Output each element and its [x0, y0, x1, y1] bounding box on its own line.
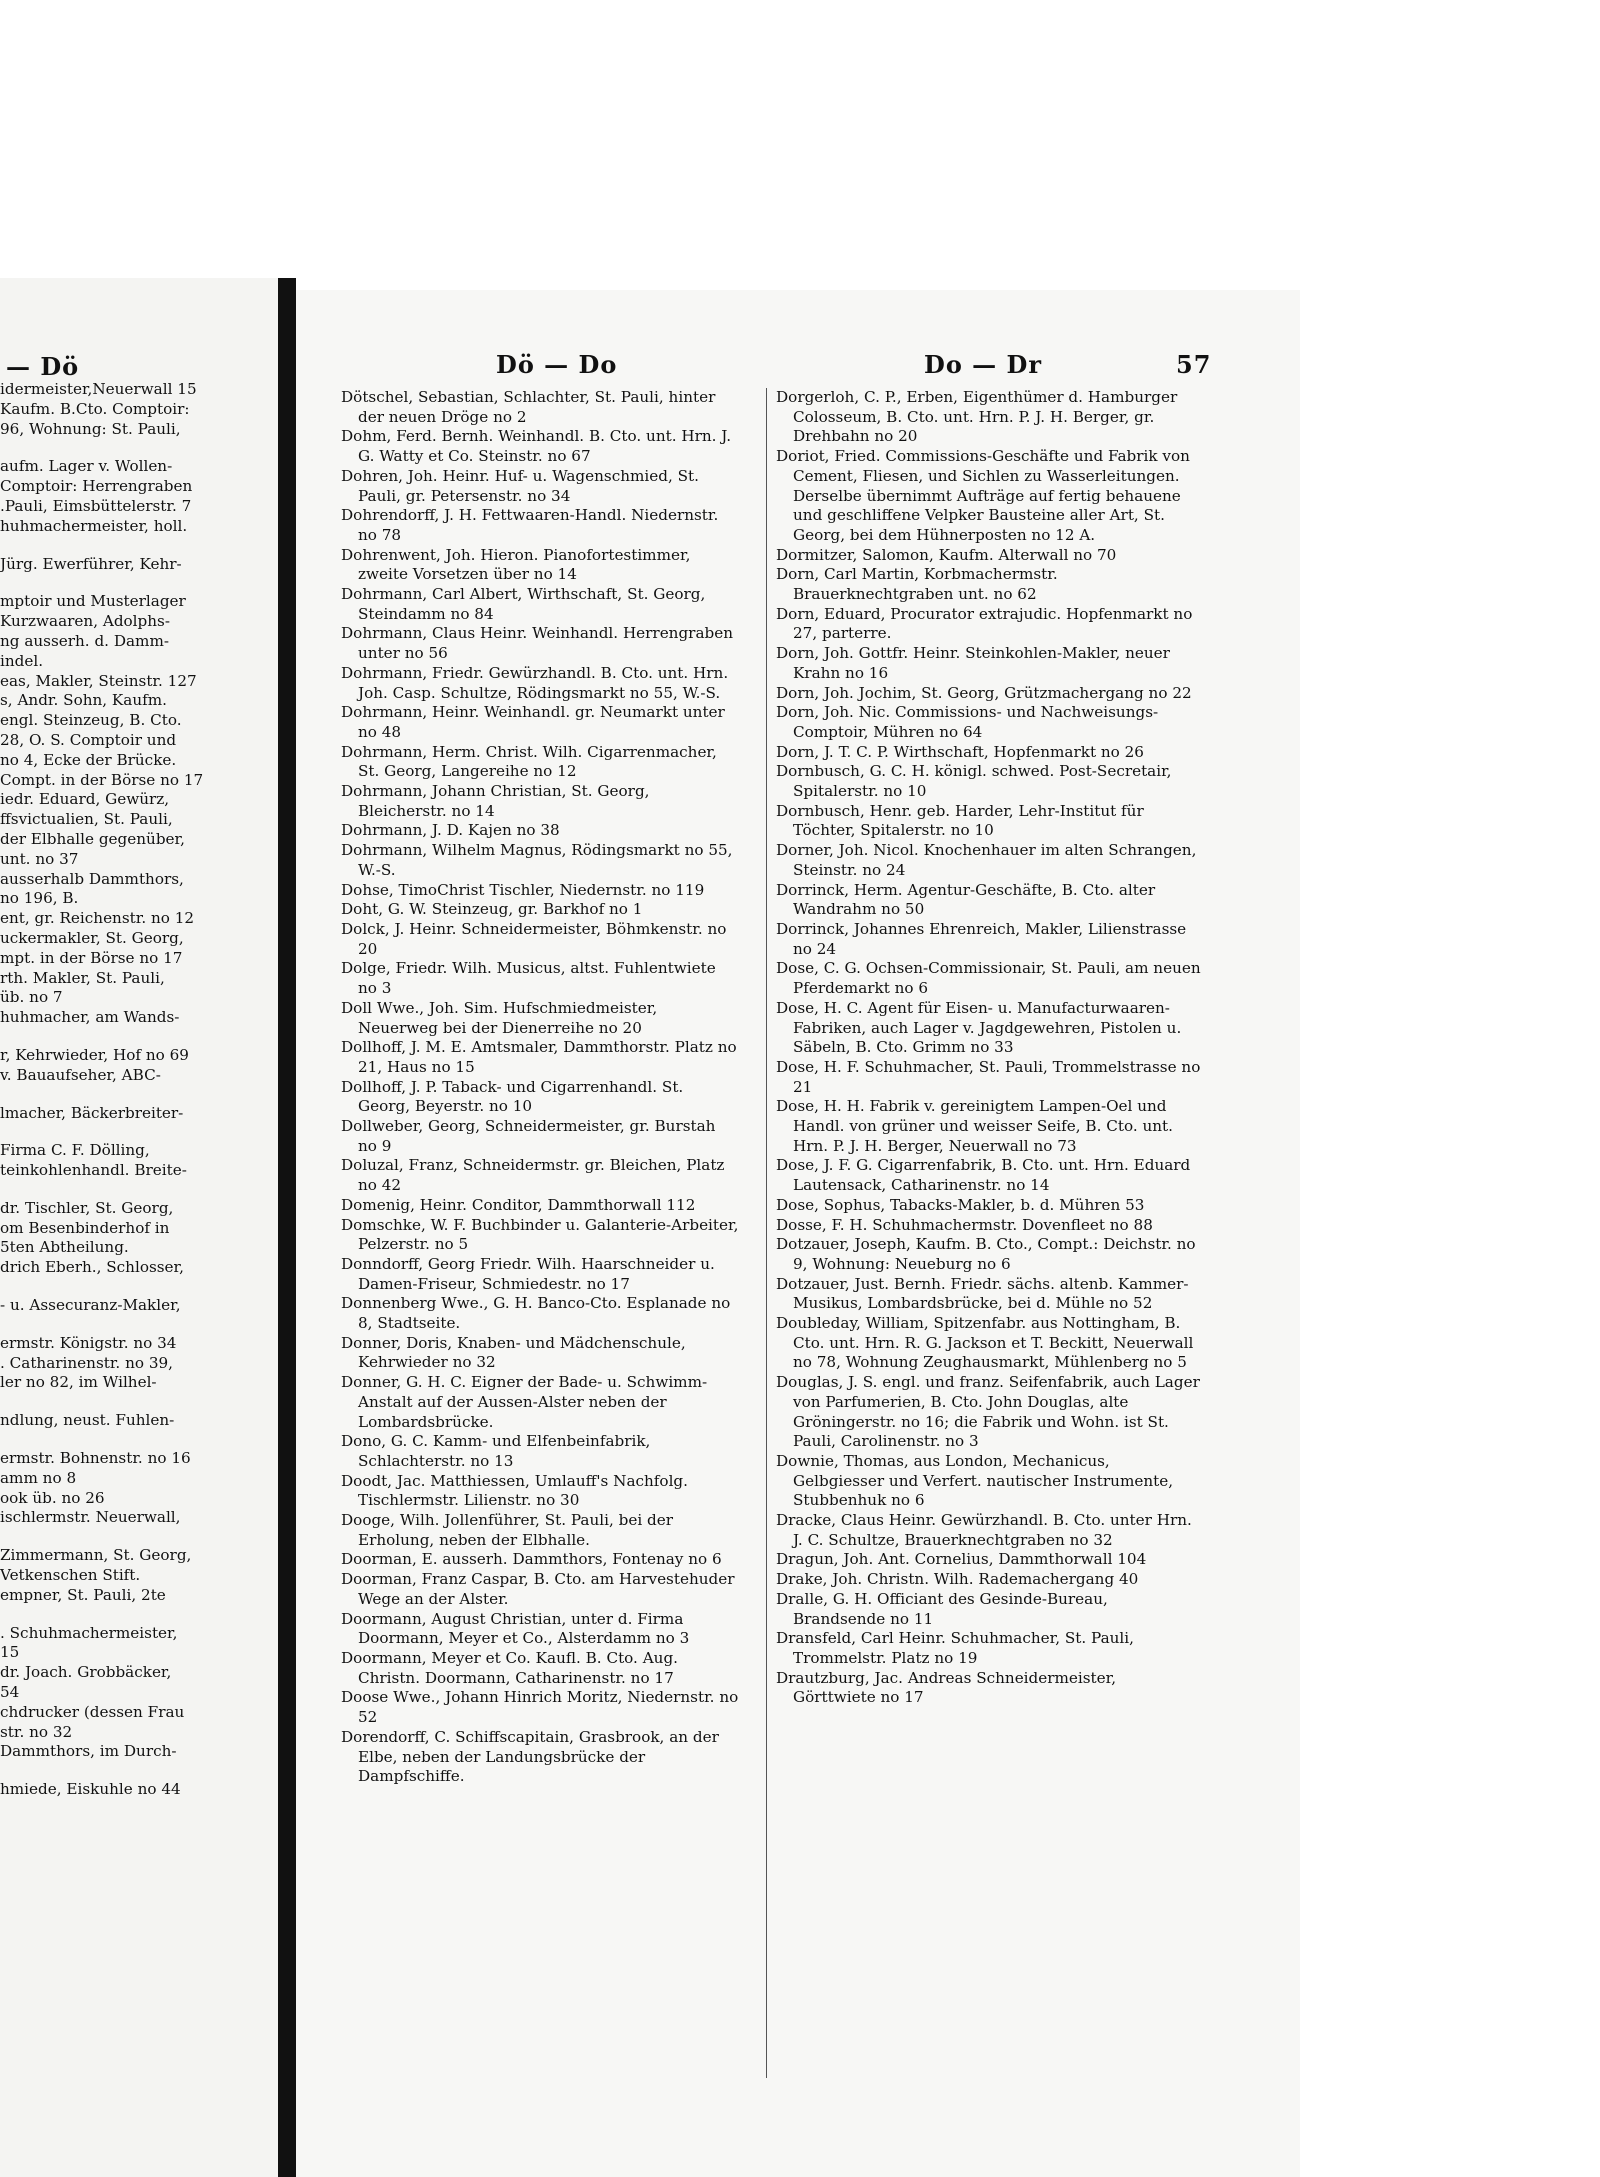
- left-page-line: ent, gr. Reichenstr. no 12: [0, 909, 195, 928]
- directory-column-1: [341, 388, 739, 1787]
- directory-entry: Dotzauer, Joseph, Kaufm. B. Cto., Compt.: Deichstr. no 9, Wohnung: Neueburg no 6: [776, 1235, 1196, 1273]
- directory-entry: Dono, G. C. Kamm- und Elfenbeinfabrik, Schlachterstr. no 13: [341, 1432, 651, 1470]
- left-page-line: ermstr. Bohnenstr. no 16: [0, 1449, 191, 1468]
- left-page-line: idermeister,Neuerwall 15: [0, 380, 197, 398]
- directory-entry: Dose, H. C. Agent für Eisen- u. Manufacturwaaren-Fabriken, auch Lager v. Jagdgewehren, Pistolen u. Säbeln, B. Cto. Grimm no 33: [776, 998, 1182, 1057]
- directory-entry: Doorman, Franz Caspar, B. Cto. am Harvestehuder Wege an der Alster.: [341, 1570, 735, 1608]
- left-page-line: rth. Makler, St. Pauli,: [0, 968, 165, 987]
- left-page-line: huhmachermeister, holl.: [0, 516, 188, 535]
- line-gap: [0, 1316, 278, 1334]
- directory-column-2: [776, 388, 1201, 1708]
- left-page-line: dr. Joach. Grobbäcker,: [0, 1663, 172, 1682]
- line-gap: [0, 1762, 278, 1780]
- book-gutter: [278, 278, 296, 2177]
- left-page-line: empner, St. Pauli, 2te: [0, 1585, 166, 1604]
- left-page-line: engl. Steinzeug, B. Cto.: [0, 711, 182, 730]
- directory-entry: Dötschel, Sebastian, Schlachter, St. Pauli, hinter der neuen Dröge no 2: [341, 388, 716, 426]
- left-page-line: . Catharinenstr. no 39,: [0, 1353, 173, 1372]
- left-page-line: drich Eberh., Schlosser,: [0, 1258, 184, 1277]
- left-page-line: dr. Tischler, St. Georg,: [0, 1198, 174, 1217]
- directory-entry: Doose Wwe., Johann Hinrich Moritz, Niedernstr. no 52: [341, 1688, 739, 1727]
- left-page-line: Kurzwaaren, Adolphs-: [0, 612, 170, 631]
- directory-entry: Dollhoff, J. P. Taback- und Cigarrenhandl. St. Georg, Beyerstr. no 10: [341, 1077, 684, 1116]
- left-page-line: 15: [0, 1643, 20, 1662]
- directory-entry: Dorgerloh, C. P., Erben, Eigenthümer d. Hamburger Colosseum, B. Cto. unt. Hrn. P. J. H. Berger, gr. Drehbahn no 20: [776, 388, 1178, 446]
- directory-entry: Dose, Sophus, Tabacks-Makler, b. d. Mühren 53: [776, 1195, 1145, 1214]
- left-page-line: iedr. Eduard, Gewürz,: [0, 790, 170, 809]
- directory-entry: Dralle, G. H. Officiant des Gesinde-Bureau, Brandsende no 11: [776, 1589, 1108, 1628]
- line-gap: [0, 1123, 278, 1141]
- directory-entry: Doluzal, Franz, Schneidermstr. gr. Bleichen, Platz no 42: [341, 1156, 725, 1195]
- directory-entry: Dorrinck, Johannes Ehrenreich, Makler, Lilienstrasse no 24: [776, 919, 1187, 958]
- directory-entry: Dohrmann, Heinr. Weinhandl. gr. Neumarkt unter no 48: [341, 703, 725, 741]
- left-page-line: hmiede, Eiskuhle no 44: [0, 1780, 181, 1799]
- directory-entry: Donner, G. H. C. Eigner der Bade- u. Schwimm-Anstalt auf der Aussen-Alster neben der Lombardsbrücke.: [341, 1373, 708, 1431]
- left-page-line: eas, Makler, Steinstr. 127: [0, 671, 197, 690]
- left-page-line: lmacher, Bäckerbreiter-: [0, 1103, 184, 1122]
- line-gap: [0, 1431, 278, 1449]
- directory-entry: Dohrmann, J. D. Kajen no 38: [341, 821, 560, 840]
- left-page-line: no 196, B.: [0, 889, 79, 908]
- directory-entry: Dollweber, Georg, Schneidermeister, gr. Burstah no 9: [341, 1117, 716, 1155]
- directory-entry: Dorn, Joh. Nic. Commissions- und Nachweisungs-Comptoir, Mühren no 64: [776, 703, 1159, 741]
- directory-entry: Doormann, Meyer et Co. Kaufl. B. Cto. Aug. Christn. Doormann, Catharinenstr. no 17: [341, 1649, 679, 1687]
- directory-entry: Dohrendorff, J. H. Fettwaaren-Handl. Niedernstr. no 78: [341, 506, 719, 544]
- left-page-column: [0, 380, 278, 1800]
- line-gap: [0, 1528, 278, 1546]
- left-page-line: Comptoir: Herrengraben: [0, 477, 193, 496]
- directory-entry: Domschke, W. F. Buchbinder u. Galanterie-Arbeiter, Pelzerstr. no 5: [341, 1215, 739, 1254]
- directory-entry: Dorendorff, C. Schiffscapitain, Grasbrook, an der Elbe, neben der Landungsbrücke der Dampfschiffe.: [341, 1727, 719, 1786]
- line-gap: [0, 1086, 278, 1104]
- directory-entry: Doodt, Jac. Matthiessen, Umlauff's Nachfolg. Tischlermstr. Lilienstr. no 30: [341, 1471, 688, 1510]
- directory-entry: Dohrmann, Friedr. Gewürzhandl. B. Cto. unt. Hrn. Joh. Casp. Schultze, Rödingsmarkt no 55, W.-S.: [341, 663, 729, 702]
- directory-entry: Dohrmann, Claus Heinr. Weinhandl. Herrengraben unter no 56: [341, 624, 733, 663]
- left-page-line: ook üb. no 26: [0, 1488, 105, 1507]
- directory-entry: Dorn, Carl Martin, Korbmachermstr. Brauerknechtgraben unt. no 62: [776, 565, 1058, 604]
- line-gap: [0, 1278, 278, 1296]
- left-page-line: Jürg. Ewerführer, Kehr-: [0, 554, 182, 573]
- left-page-line: 28, O. S. Comptoir und: [0, 730, 177, 749]
- directory-entry: Dooge, Wilh. Jollenführer, St. Pauli, bei der Erholung, neben der Elbhalle.: [341, 1511, 673, 1549]
- line-gap: [0, 439, 278, 457]
- left-page-line: - u. Assecuranz-Makler,: [0, 1296, 181, 1315]
- directory-entry: Downie, Thomas, aus London, Mechanicus, Gelbgiesser und Verfert. nautischer Instrumente, Stubbenhuk no 6: [776, 1451, 1174, 1510]
- directory-entry: Dornbusch, G. C. H. königl. schwed. Post-Secretair, Spitalerstr. no 10: [776, 762, 1172, 801]
- running-header-right: Do — Dr: [924, 350, 1042, 379]
- directory-entry: Drautzburg, Jac. Andreas Schneidermeister, Görttwiete no 17: [776, 1668, 1117, 1707]
- left-page-line: ffsvictualien, St. Pauli,: [0, 810, 173, 829]
- left-page-line: str. no 32: [0, 1722, 73, 1741]
- line-gap: [0, 1393, 278, 1411]
- left-page-line: mptoir und Musterlager: [0, 592, 186, 611]
- left-page-line: uckermakler, St. Georg,: [0, 928, 184, 947]
- left-page-line: no 4, Ecke der Brücke.: [0, 750, 177, 769]
- background-right: [1300, 290, 1600, 2177]
- left-page-line: aufm. Lager v. Wollen-: [0, 457, 173, 476]
- directory-entry: Dose, H. F. Schuhmacher, St. Pauli, Trommelstrasse no 21: [776, 1057, 1201, 1096]
- directory-entry: Doriot, Fried. Commissions-Geschäfte und Fabrik von Cement, Fliesen, und Sichlen zu Wasserleitungen. Derselbe übernimmt Aufträge auf fertig behauene und geschliffene Velpker Bausteine aller Art, St. Georg, bei dem Hühnerposten no 12 A.: [776, 447, 1190, 544]
- directory-entry: Doht, G. W. Steinzeug, gr. Barkhof no 1: [341, 900, 643, 919]
- left-page-line: 54: [0, 1683, 20, 1702]
- directory-entry: Dragun, Joh. Ant. Cornelius, Dammthorwall 104: [776, 1550, 1147, 1569]
- left-page-line: ermstr. Königstr. no 34: [0, 1333, 177, 1352]
- left-page: [0, 278, 278, 2177]
- left-page-line: chdrucker (dessen Frau: [0, 1702, 185, 1721]
- left-page-line: Zimmermann, St. Georg,: [0, 1546, 192, 1565]
- left-page-line: ausserhalb Dammthors,: [0, 869, 184, 888]
- directory-entry: Doubleday, William, Spitzenfabr. aus Nottingham, B. Cto. unt. Hrn. R. G. Jackson et T. Beckitt, Neuerwall no 78, Wohnung Zeughausmarkt, Mühlenberg no 5: [776, 1314, 1194, 1372]
- left-page-line: ng ausserh. d. Damm-: [0, 631, 169, 650]
- directory-entry: Drake, Joh. Christn. Wilh. Rademachergang 40: [776, 1570, 1139, 1589]
- left-page-line: . Schuhmachermeister,: [0, 1623, 178, 1642]
- directory-entry: Donnenberg Wwe., G. H. Banco-Cto. Esplanade no 8, Stadtseite.: [341, 1294, 731, 1333]
- directory-entry: Dorner, Joh. Nicol. Knochenhauer im alten Schrangen, Steinstr. no 24: [776, 841, 1197, 879]
- directory-entry: Dose, J. F. G. Cigarrenfabrik, B. Cto. unt. Hrn. Eduard Lautensack, Catharinenstr. no 14: [776, 1156, 1191, 1195]
- directory-entry: Dorn, Eduard, Procurator extrajudic. Hopfenmarkt no 27, parterre.: [776, 604, 1193, 643]
- directory-entry: Dohrmann, Carl Albert, Wirthschaft, St. Georg, Steindamm no 84: [341, 585, 706, 623]
- left-page-line: amm no 8: [0, 1468, 77, 1487]
- left-page-line: om Besenbinderhof in: [0, 1218, 170, 1237]
- directory-entry: Dracke, Claus Heinr. Gewürzhandl. B. Cto. unter Hrn. J. C. Schultze, Brauerknechtgraben no 32: [776, 1511, 1192, 1549]
- directory-entry: Dosse, F. H. Schuhmachermstr. Dovenfleet no 88: [776, 1215, 1153, 1234]
- left-page-line: Firma C. F. Dölling,: [0, 1141, 150, 1160]
- directory-entry: Dohse, TimoChrist Tischler, Niedernstr. no 119: [341, 880, 705, 899]
- directory-entry: Dornbusch, Henr. geb. Harder, Lehr-Institut für Töchter, Spitalerstr. no 10: [776, 801, 1144, 840]
- directory-entry: Donndorff, Georg Friedr. Wilh. Haarschneider u. Damen-Friseur, Schmiedestr. no 17: [341, 1254, 715, 1293]
- directory-entry: Dorn, J. T. C. P. Wirthschaft, Hopfenmarkt no 26: [776, 742, 1144, 761]
- left-page-line: Dammthors, im Durch-: [0, 1742, 177, 1761]
- directory-entry: Doormann, August Christian, unter d. Firma Doormann, Meyer et Co., Alsterdamm no 3: [341, 1609, 690, 1648]
- left-page-line: huhmacher, am Wands-: [0, 1008, 180, 1027]
- left-page-line: r, Kehrwieder, Hof no 69: [0, 1045, 189, 1064]
- right-page: [296, 290, 1300, 2177]
- directory-entry: Dorn, Joh. Gottfr. Heinr. Steinkohlen-Makler, neuer Krahn no 16: [776, 644, 1170, 682]
- directory-entry: Doorman, E. ausserh. Dammthors, Fontenay no 6: [341, 1550, 722, 1569]
- directory-entry: Donner, Doris, Knaben- und Mädchenschule, Kehrwieder no 32: [341, 1333, 686, 1372]
- directory-entry: Dose, H. H. Fabrik v. gereinigtem Lampen-Oel und Handl. von grüner und weisser Seife, B. Cto. unt. Hrn. P. J. H. Berger, Neuerwall no 73: [776, 1097, 1173, 1155]
- left-page-line: Compt. in der Börse no 17: [0, 770, 204, 789]
- directory-entry: Dohrmann, Wilhelm Magnus, Rödingsmarkt no 55, W.-S.: [341, 841, 733, 879]
- directory-entry: Dormitzer, Salomon, Kaufm. Alterwall no 70: [776, 545, 1117, 564]
- left-page-line: unt. no 37: [0, 849, 79, 868]
- left-page-line: indel.: [0, 651, 44, 670]
- left-page-line: ischlermstr. Neuerwall,: [0, 1508, 181, 1527]
- left-page-line: s, Andr. Sohn, Kaufm.: [0, 691, 167, 710]
- directory-entry: Dohrmann, Johann Christian, St. Georg, Bleicherstr. no 14: [341, 782, 650, 820]
- left-page-line: Kaufm. B.Cto. Comptoir:: [0, 399, 190, 418]
- page-number: 57: [1176, 350, 1212, 379]
- background-top: [0, 0, 1600, 290]
- directory-entry: Doll Wwe., Joh. Sim. Hufschmiedmeister, Neuerweg bei der Dienerreihe no 20: [341, 998, 658, 1037]
- line-gap: [0, 1181, 278, 1199]
- directory-entry: Dohrmann, Herm. Christ. Wilh. Cigarrenmacher, St. Georg, Langereihe no 12: [341, 742, 717, 781]
- left-page-line: ler no 82, im Wilhel-: [0, 1373, 157, 1392]
- left-page-header: — Dö: [6, 352, 80, 381]
- directory-entry: Dohm, Ferd. Bernh. Weinhandl. B. Cto. unt. Hrn. J. G. Watty et Co. Steinstr. no 67: [341, 427, 732, 466]
- directory-entry: Dollhoff, J. M. E. Amtsmaler, Dammthorstr. Platz no 21, Haus no 15: [341, 1038, 737, 1076]
- directory-entry: Dolck, J. Heinr. Schneidermeister, Böhmkenstr. no 20: [341, 919, 727, 958]
- left-page-line: ndlung, neust. Fuhlen-: [0, 1411, 175, 1430]
- left-page-line: v. Bauaufseher, ABC-: [0, 1065, 161, 1084]
- left-page-line: mpt. in der Börse no 17: [0, 948, 183, 967]
- left-page-line: 96, Wohnung: St. Pauli,: [0, 419, 181, 438]
- directory-entry: Douglas, J. S. engl. und franz. Seifenfabrik, auch Lager von Parfumerien, B. Cto. John Douglas, alte Gröningerstr. no 16; die Fabrik und Wohn. ist St. Pauli, Carolinenstr. no 3: [776, 1373, 1200, 1451]
- left-page-line: der Elbhalle gegenüber,: [0, 829, 185, 848]
- directory-entry: Dolge, Friedr. Wilh. Musicus, altst. Fuhlentwiete no 3: [341, 959, 716, 998]
- left-page-line: Vetkenschen Stift.: [0, 1566, 141, 1585]
- directory-entry: Dotzauer, Just. Bernh. Friedr. sächs. altenb. Kammer-Musikus, Lombardsbrücke, bei d. Mühle no 52: [776, 1274, 1189, 1313]
- directory-entry: Dorrinck, Herm. Agentur-Geschäfte, B. Cto. alter Wandrahm no 50: [776, 880, 1156, 919]
- column-divider: [766, 388, 767, 2078]
- directory-entry: Domenig, Heinr. Conditor, Dammthorwall 112: [341, 1195, 696, 1214]
- line-gap: [0, 1028, 278, 1046]
- directory-entry: Dohrenwent, Joh. Hieron. Pianofortestimmer, zweite Vorsetzen über no 14: [341, 545, 691, 584]
- running-header-left: Dö — Do: [496, 350, 618, 379]
- line-gap: [0, 537, 278, 555]
- directory-entry: Dohren, Joh. Heinr. Huf- u. Wagenschmied, St. Pauli, gr. Petersenstr. no 34: [341, 466, 699, 505]
- left-page-line: teinkohlenhandl. Breite-: [0, 1161, 187, 1180]
- directory-entry: Dorn, Joh. Jochim, St. Georg, Grützmachergang no 22: [776, 683, 1192, 702]
- directory-entry: Dose, C. G. Ochsen-Commissionair, St. Pauli, am neuen Pferdemarkt no 6: [776, 959, 1201, 998]
- left-page-line: .Pauli, Eimsbüttelerstr. 7: [0, 496, 192, 515]
- directory-entry: Dransfeld, Carl Heinr. Schuhmacher, St. Pauli, Trommelstr. Platz no 19: [776, 1629, 1134, 1667]
- line-gap: [0, 574, 278, 592]
- left-page-line: üb. no 7: [0, 988, 63, 1007]
- left-page-line: 5ten Abtheilung.: [0, 1238, 129, 1257]
- line-gap: [0, 1606, 278, 1624]
